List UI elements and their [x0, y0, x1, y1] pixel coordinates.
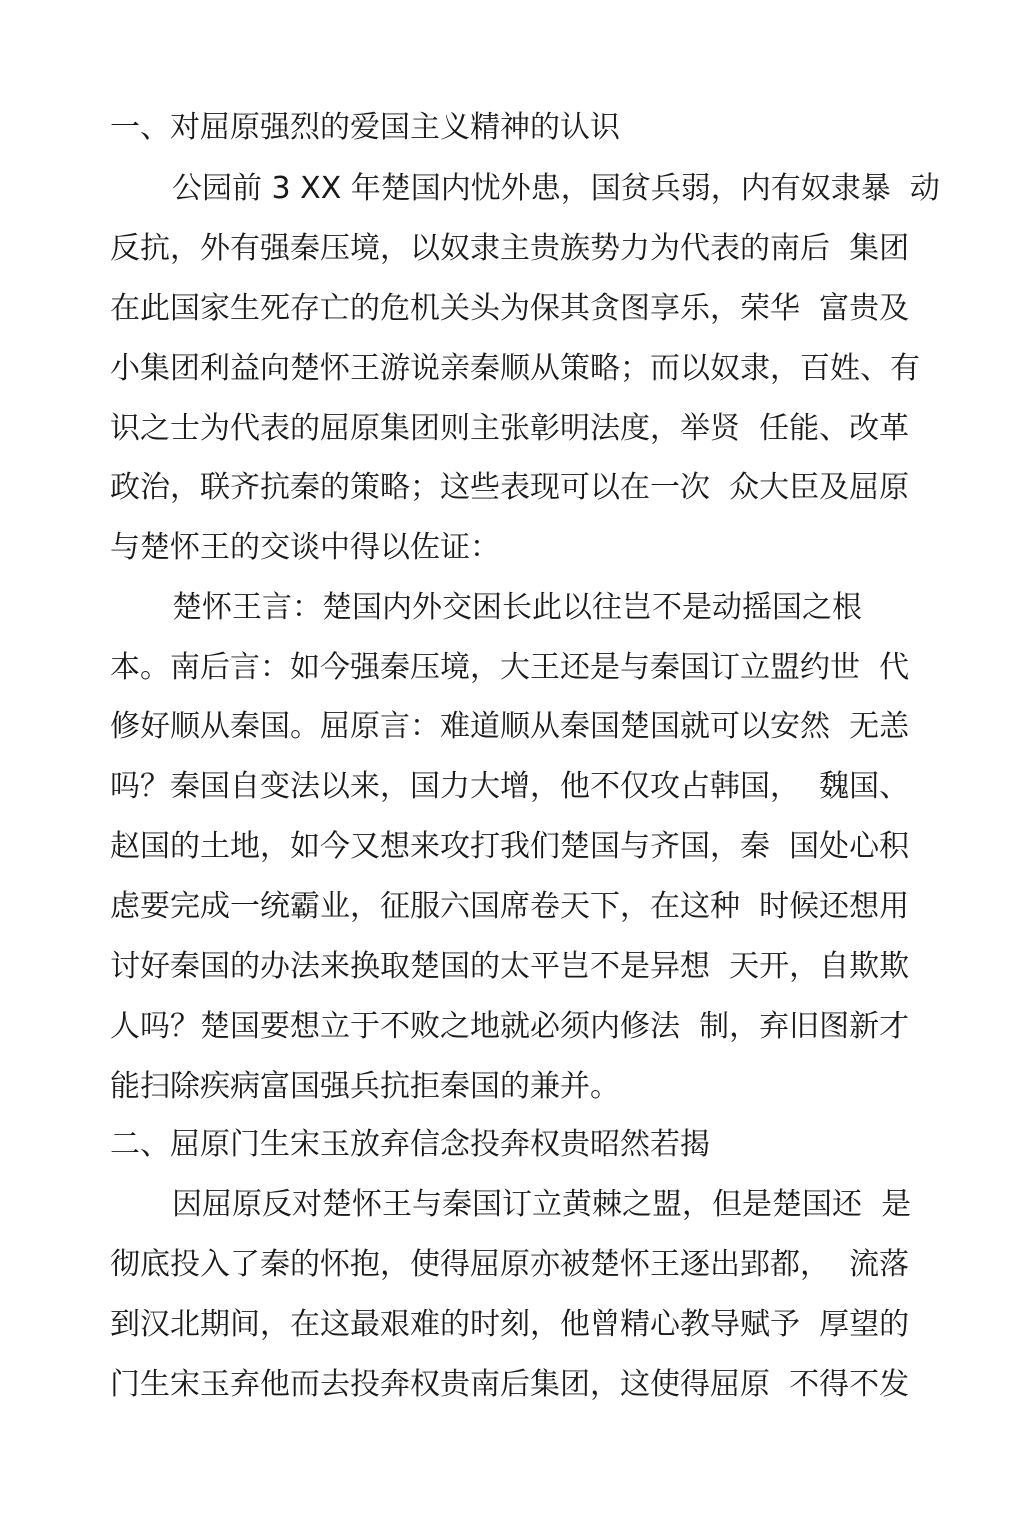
paragraph-line: 反抗，外有强秦压境，以奴隶主贵族势力为代表的南后 集团	[110, 231, 910, 266]
paragraph-line: 到汉北期间，在这最艰难的时刻，他曾精心教导赋予 厚望的	[110, 1307, 910, 1342]
paragraph-line: 赵国的土地，如今又想来攻打我们楚国与齐国，秦 国处心积	[110, 829, 910, 864]
paragraph-line: 虑要完成一统霸业，征服六国席卷天下，在这种 时候还想用	[110, 889, 910, 924]
paragraph-line: 修好顺从秦国。屈原言：难道顺从秦国楚国就可以安然 无恙	[110, 709, 910, 744]
section-heading-1: 一、对屈原强烈的爱国主义精神的认识	[110, 110, 620, 145]
paragraph-line: 门生宋玉弃他而去投奔权贵南后集团，这使得屈原 不得不发	[110, 1367, 910, 1402]
paragraph-line: 能扫除疾病富国强兵抗拒秦国的兼并。	[110, 1069, 620, 1104]
paragraph-line: 吗？秦国自变法以来，国力大增，他不仅攻占韩国， 魏国、	[110, 769, 910, 804]
paragraph-line: 政治，联齐抗秦的策略；这些表现可以在一次 众大臣及屈原	[110, 470, 910, 505]
section-heading-2: 二、屈原门生宋玉放弃信念投奔权贵昭然若揭	[110, 1127, 710, 1162]
paragraph-line: 彻底投入了秦的怀抱，使得屈原亦被楚怀王逐出郢都， 流落	[110, 1247, 910, 1282]
paragraph-line: 楚怀王言：楚国内外交困长此以往岂不是动摇国之根	[172, 590, 862, 625]
paragraph-line: 公园前 3 XX 年楚国内忧外患，国贫兵弱，内有奴隶暴 动	[172, 171, 940, 206]
paragraph-line: 因屈原反对楚怀王与秦国订立黄棘之盟，但是楚国还 是	[172, 1187, 912, 1222]
paragraph-line: 与楚怀王的交谈中得以佐证：	[110, 530, 500, 565]
paragraph-line: 讨好秦国的办法来换取楚国的太平岂不是异想 天开，自欺欺	[110, 949, 910, 984]
paragraph-line: 识之士为代表的屈原集团则主张彰明法度，举贤 任能、改革	[110, 411, 910, 446]
paragraph-line: 小集团利益向楚怀王游说亲秦顺从策略；而以奴隶，百姓、有	[110, 351, 920, 386]
paragraph-line: 本。南后言：如今强秦压境，大王还是与秦国订立盟约世 代	[110, 650, 910, 685]
paragraph-line: 在此国家生死存亡的危机关头为保其贪图享乐，荣华 富贵及	[110, 291, 910, 326]
paragraph-line: 人吗？楚国要想立于不败之地就必须内修法 制，弃旧图新才	[110, 1009, 910, 1044]
